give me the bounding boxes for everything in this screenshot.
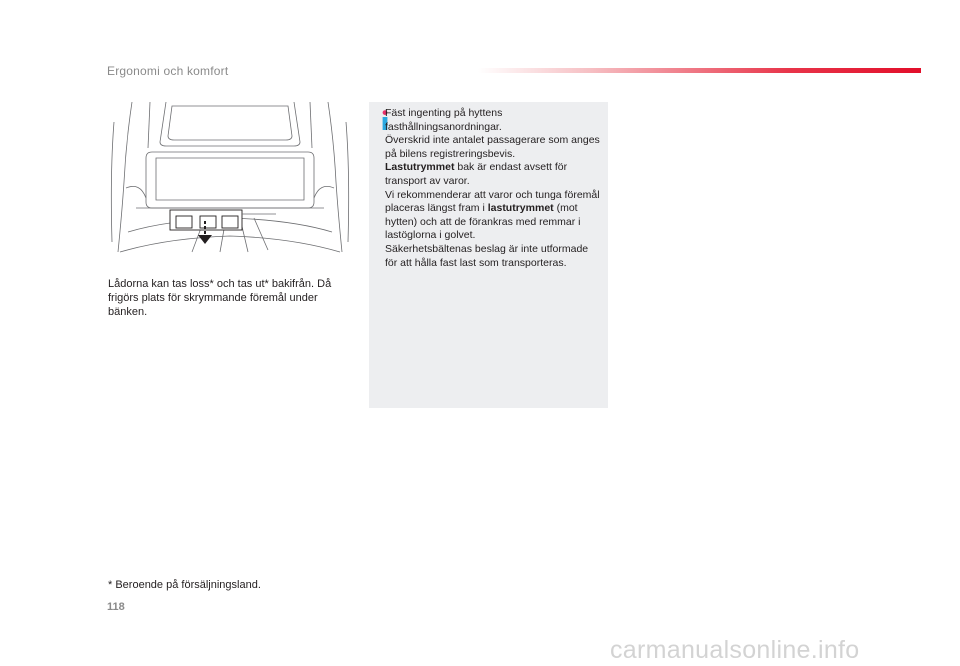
page-number: 118 bbox=[107, 601, 125, 613]
info-paragraph-3-rest: bak är endast avsett för transport av varor. bbox=[385, 161, 568, 187]
page-header-title: Ergonomi och komfort bbox=[107, 64, 229, 78]
drawers-caption: Lådorna kan tas loss* och tas ut* bakifrån. Då frigörs plats för skrymmande föremål under bänken. bbox=[108, 278, 332, 318]
cargo-drawers-illustration bbox=[108, 102, 352, 262]
info-paragraph-2: Överskrid inte antalet passagerare som anges på bilens registreringsbevis. bbox=[385, 134, 600, 160]
info-paragraph-4-start: Vi rekommenderar att varor och tunga föremål placeras längst fram i bbox=[385, 188, 600, 215]
info-paragraph-1: Fäst ingenting på hyttens fasthållningsanordningar. bbox=[385, 107, 503, 133]
header-accent-bar bbox=[478, 68, 921, 73]
info-bold-term: Lastutrymmet bbox=[385, 161, 455, 174]
footnote: * Beroende på försäljningsland. bbox=[108, 579, 261, 591]
watermark: carmanualsonline.info bbox=[610, 636, 860, 664]
info-paragraph-5: Säkerhetsbältenas beslag är inte utformade för att hålla fast last som transporteras. bbox=[385, 242, 589, 269]
info-paragraph-4 bbox=[385, 189, 601, 243]
info-box bbox=[369, 102, 608, 408]
info-paragraph-4-rest: (mot hytten) och att de förankras med remmar i lastöglorna i golvet. bbox=[385, 202, 581, 242]
info-paragraph-3 bbox=[385, 161, 601, 188]
info-text bbox=[385, 107, 601, 270]
info-bold-term: lastutrymmet bbox=[487, 202, 554, 215]
